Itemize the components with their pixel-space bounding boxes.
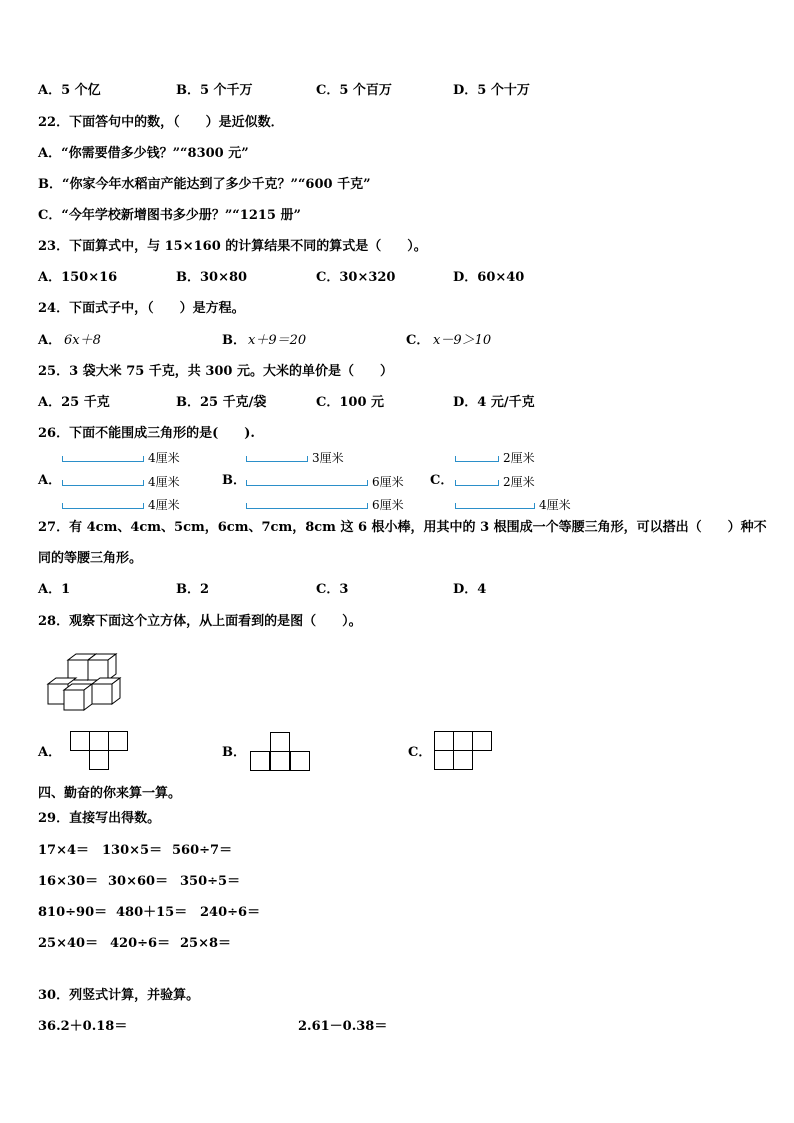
q29-r1-c1: 17×4＝ (38, 843, 90, 858)
q26-a-length-2: 4厘米 (148, 475, 180, 489)
q23-option-c: C．30×320 (316, 270, 396, 285)
q29-r3-c3: 240÷6＝ (200, 905, 261, 920)
q29-r3-c1: 810÷90＝ (38, 905, 108, 920)
q21-option-b: B．5 个千万 (176, 83, 253, 98)
q27-stem-line2: 同的等腰三角形。 (38, 551, 143, 566)
q26-c-segment-1 (455, 456, 499, 462)
q24-expr-b: x＋9＝20 (248, 333, 307, 348)
q29-r4-c3: 25×8＝ (180, 936, 232, 951)
q27-stem-line1: 27．有 4cm、4cm、5cm，6cm、7cm，8cm 这 6 根小棒，用其中的 3 根围成一个等腰三角形，可以搭出（ ）种不 (38, 520, 767, 535)
q29-r2-c2: 30×60＝ (108, 874, 169, 889)
q29-r1-c3: 560÷7＝ (172, 843, 233, 858)
q23-stem: 23．下面算式中，与 15×160 的计算结果不同的算式是（ ）。 (38, 239, 427, 254)
q22-option-b: B．“你家今年水稻亩产能达到了多少千克？”“600 千克” (38, 177, 371, 192)
q29-stem: 29．直接写出得数。 (38, 811, 161, 826)
q26-b-segment-1 (246, 456, 308, 462)
q26-a-length-3: 4厘米 (148, 498, 180, 512)
q28-stem: 28．观察下面这个立方体，从上面看到的是图（ ）。 (38, 614, 362, 629)
q28-label-b: B． (222, 745, 246, 760)
q21-option-d: D．5 个十万 (453, 83, 530, 98)
q24-expr-c: x－9＞10 (433, 333, 492, 348)
q24-stem: 24．下面式子中，（ ）是方程。 (38, 301, 245, 316)
q26-c-length-3: 4厘米 (539, 498, 571, 512)
q24-expr-a: 6x＋8 (64, 333, 101, 348)
q30-item-1: 36.2＋0.18＝ (38, 1019, 128, 1034)
section-4-heading: 四、勤奋的你来算一算。 (38, 786, 182, 801)
q26-b-length-2: 6厘米 (372, 475, 404, 489)
q27-option-c: C．3 (316, 582, 349, 597)
q28-label-c: C． (408, 745, 432, 760)
q26-label-b: B． (222, 473, 246, 488)
q28-label-a: A． (38, 745, 62, 760)
q22-stem: 22．下面答句中的数，（ ）是近似数． (38, 115, 284, 130)
q26-b-length-3: 6厘米 (372, 498, 404, 512)
q21-option-a: A．5 个亿 (38, 83, 101, 98)
q27-option-d: D．4 (453, 582, 487, 597)
q23-option-a: A．150×16 (38, 270, 118, 285)
q25-stem: 25．3 袋大米 75 千克，共 300 元。大米的单价是（ ） (38, 364, 393, 379)
q29-r4-c1: 25×40＝ (38, 936, 99, 951)
q26-c-length-2: 2厘米 (503, 475, 535, 489)
q24-label-b: B． (222, 333, 246, 348)
q26-a-length-1: 4厘米 (148, 451, 180, 465)
q26-b-length-1: 3厘米 (312, 451, 344, 465)
q30-item-2: 2.61－0.38＝ (298, 1019, 388, 1034)
cube-stack-figure (44, 650, 124, 714)
q25-option-c: C．100 元 (316, 395, 385, 410)
q22-option-a: A．“你需要借多少钱？”“8300 元” (38, 146, 249, 161)
q26-a-segment-2 (62, 480, 144, 486)
q29-r2-c1: 16×30＝ (38, 874, 99, 889)
q26-label-a: A． (38, 473, 62, 488)
q26-label-c: C． (430, 473, 454, 488)
q29-r4-c2: 420÷6＝ (110, 936, 171, 951)
q24-label-a: A． (38, 333, 62, 348)
q23-option-b: B．30×80 (176, 270, 248, 285)
q26-c-length-1: 2厘米 (503, 451, 535, 465)
q29-r2-c3: 350÷5＝ (180, 874, 241, 889)
q26-c-segment-3 (455, 503, 535, 509)
q27-option-a: A．1 (38, 582, 71, 597)
q26-c-segment-2 (455, 480, 499, 486)
q29-r3-c2: 480＋15＝ (116, 905, 188, 920)
q22-option-c: C．“今年学校新增图书多少册？”“1215 册” (38, 208, 301, 223)
q30-stem: 30．列竖式计算，并验算。 (38, 988, 200, 1003)
q25-option-d: D．4 元/千克 (453, 395, 535, 410)
q21-option-c: C．5 个百万 (316, 83, 392, 98)
q24-label-c: C． (406, 333, 430, 348)
q26-stem: 26．下面不能围成三角形的是( ). (38, 426, 255, 441)
q29-r1-c2: 130×5＝ (102, 843, 163, 858)
q25-option-a: A．25 千克 (38, 395, 110, 410)
q26-b-segment-3 (246, 503, 368, 509)
q26-a-segment-1 (62, 456, 144, 462)
q25-option-b: B．25 千克/袋 (176, 395, 267, 410)
q27-option-b: B．2 (176, 582, 210, 597)
q26-a-segment-3 (62, 503, 144, 509)
q26-b-segment-2 (246, 480, 368, 486)
q23-option-d: D．60×40 (453, 270, 525, 285)
